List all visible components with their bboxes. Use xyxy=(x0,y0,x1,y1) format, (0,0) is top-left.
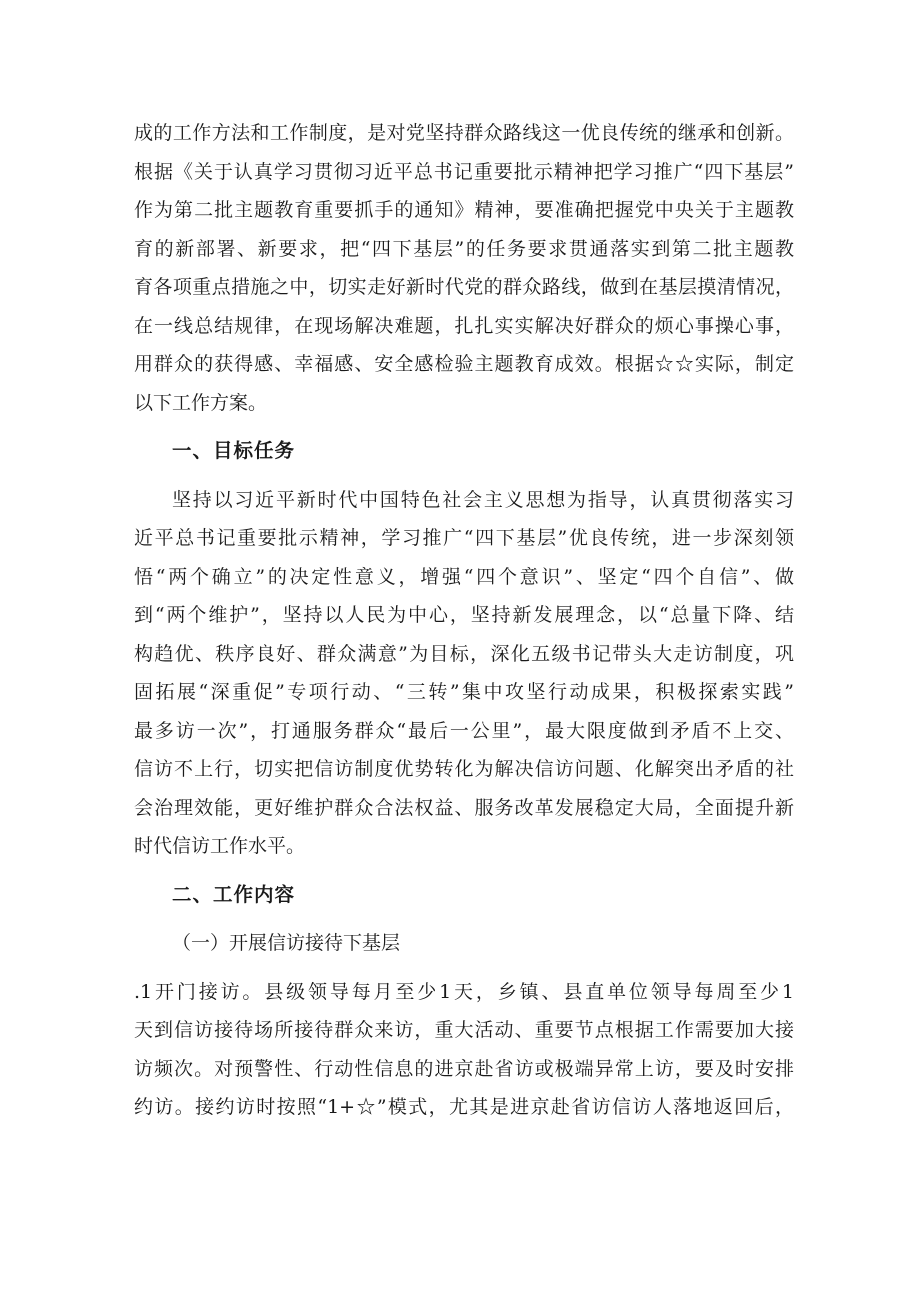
text-line: 悟“两个确立”的决定性意义，增强“四个意识”、坚定“四个自信”、做 xyxy=(134,565,794,588)
text-line: 最多访一次”，打通服务群众“最后一公里”，最大限度做到矛盾不上交、 xyxy=(134,719,794,742)
text-line: 育的新部署、新要求，把“四下基层”的任务要求贯通落实到第二批主题教 xyxy=(134,237,794,260)
text-line: 成的工作方法和工作制度，是对党坚持群众路线这一优良传统的继承和创新。 xyxy=(134,122,794,144)
text-line: 访频次。对预警性、行动性信息的进京赴省访或极端异常上访，要及时安排 xyxy=(134,1057,794,1080)
text-line: 近平总书记重要批示精神，学习推广“四下基层”优良传统，进一步深刻领 xyxy=(134,527,794,549)
section-heading-goals: 一、目标任务 xyxy=(172,439,296,462)
text-line: 构趋优、秩序良好、群众满意”为目标，深化五级书记带头大走访制度，巩 xyxy=(134,642,794,665)
text-line: 育各项重点措施之中，切实走好新时代党的群众路线，做到在基层摸清情况， xyxy=(134,276,794,298)
text-line: 固拓展“深重促”专项行动、“三转”集中攻坚行动成果，积极探索实践” xyxy=(134,681,794,703)
text-line: 以下工作方案。 xyxy=(134,391,268,414)
text-line: 天到信访接待场所接待群众来访，重大活动、重要节点根据工作需要加大接 xyxy=(134,1019,794,1041)
text-line: .1开门接访。县级领导每月至少1天，乡镇、县直单位领导每周至少1 xyxy=(134,980,794,1003)
text-line: 作为第二批主题教育重要抓手的通知》精神，要准确把握党中央关于主题教 xyxy=(134,199,794,221)
text-line: 根据《关于认真学习贯彻习近平总书记重要批示精神把学习推广“四下基层” xyxy=(134,160,794,183)
paragraph-intro xyxy=(134,114,794,422)
subsection-heading-reception: （一）开展信访接待下基层 xyxy=(172,932,401,954)
paragraph-goals xyxy=(134,481,794,866)
section-heading-work: 二、工作内容 xyxy=(172,882,296,906)
document-body xyxy=(134,114,794,1127)
text-line: 用群众的获得感、幸福感、安全感检验主题教育成效。根据☆☆实际，制定 xyxy=(134,353,794,375)
text-line: 在一线总结规律，在现场解决难题，扎扎实实解决好群众的烦心事操心事， xyxy=(134,314,794,337)
text-line: 时代信访工作水平。 xyxy=(134,835,306,857)
paragraph-reception xyxy=(134,973,794,1127)
text-line: 到“两个维护”，坚持以人民为中心，坚持新发展理念，以“总量下降、结 xyxy=(134,604,794,626)
text-line: 约访。接约访时按照“1+☆”模式，尤其是进京赴省访信访人落地返回后， xyxy=(134,1096,794,1118)
text-line: 信访不上行，切实把信访制度优势转化为解决信访问题、化解突出矛盾的社 xyxy=(134,758,794,780)
text-line: 会治理效能，更好维护群众合法权益、服务改革发展稳定大局，全面提升新 xyxy=(134,796,794,819)
text-line: 坚持以习近平新时代中国特色社会主义思想为指导，认真贯彻落实习 xyxy=(172,488,794,511)
